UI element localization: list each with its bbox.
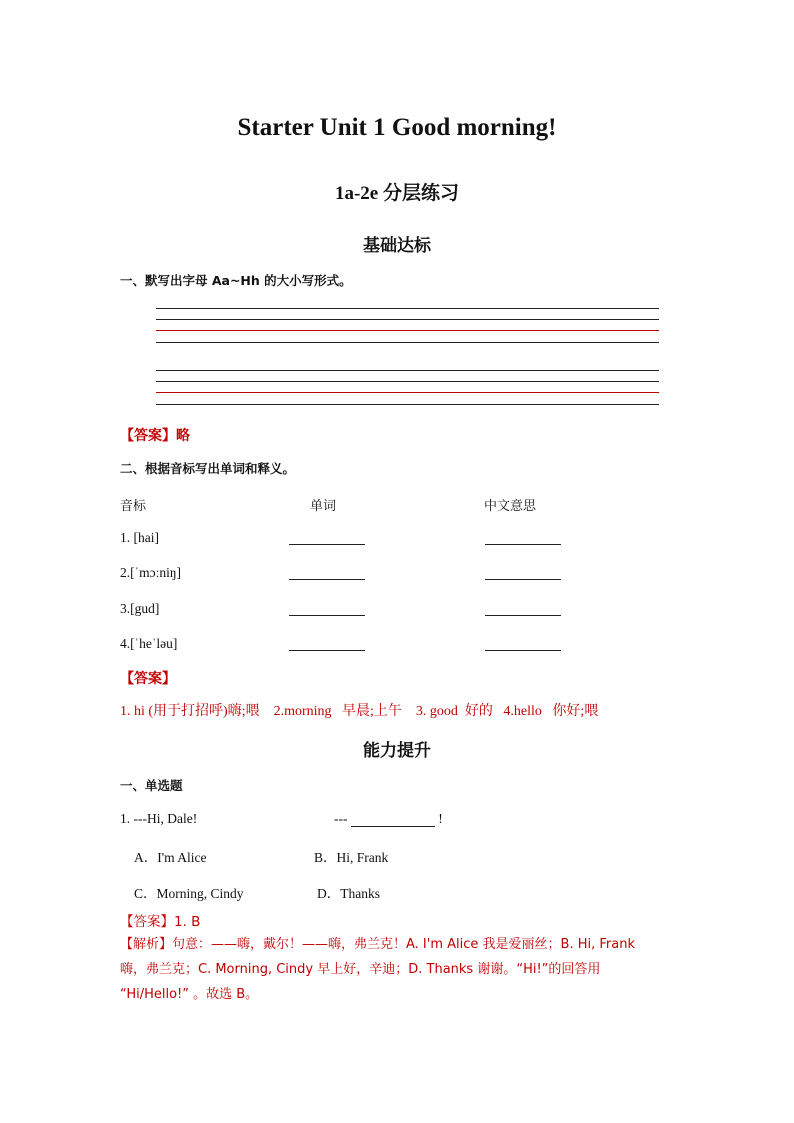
answer-2-label: 【答案】 — [120, 671, 176, 687]
option-b[interactable]: B．Hi, Frank — [314, 850, 389, 865]
document-title: Starter Unit 1 Good morning! — [237, 114, 557, 141]
mc-response-prefix: --- — [334, 811, 351, 826]
explanation-line-3: “Hi/Hello!” 。故选 B。 — [120, 987, 259, 1002]
option-c[interactable]: C．Morning, Cindy — [134, 886, 244, 901]
phonetic-row-4: 4.[ˈheˈləu] — [120, 636, 178, 651]
meaning-blank-4[interactable] — [485, 650, 561, 651]
word-blank-3[interactable] — [289, 615, 365, 616]
word-blank-4[interactable] — [289, 650, 365, 651]
mc-response-blank[interactable] — [351, 812, 435, 827]
section-basic-heading: 基础达标 — [363, 236, 431, 256]
option-d[interactable]: D．Thanks — [317, 886, 380, 901]
mc-question-response — [334, 811, 443, 827]
question-1-heading: 一、默写出字母 Aa~Hh 的大小写形式。 — [120, 273, 352, 288]
answer-2-text: 1. hi (用于打招呼)嗨;喂 2.morning 早晨;上午 3. good 好的 4.hello 你好;喂 — [120, 704, 599, 719]
mc-answer: 【答案】1. B — [120, 914, 201, 930]
document-subtitle: 1a-2e 分层练习 — [334, 183, 459, 204]
column-phonetic: 音标 — [120, 499, 147, 514]
mc-response-suffix: ! — [434, 811, 443, 826]
column-word: 单词 — [310, 499, 337, 514]
question-2-heading: 二、根据音标写出单词和释义。 — [120, 461, 296, 476]
meaning-blank-1[interactable] — [485, 544, 561, 545]
word-blank-2[interactable] — [289, 579, 365, 580]
option-a[interactable]: A．I'm Alice — [134, 850, 207, 865]
mc-heading: 一、单选题 — [120, 778, 183, 793]
answer-1: 【答案】略 — [120, 428, 190, 444]
word-blank-1[interactable] — [289, 544, 365, 545]
meaning-blank-3[interactable] — [485, 615, 561, 616]
phonetic-row-1: 1. [hai] — [120, 530, 159, 545]
column-meaning: 中文意思 — [484, 499, 537, 514]
explanation-line-2: 嗨，弗兰克；C. Morning, Cindy 早上好，辛迪；D. Thanks 谢谢。“Hi!”的回答用 — [120, 962, 601, 977]
mc-explanation — [120, 932, 635, 1007]
explanation-line-1: 【解析】句意：——嗨，戴尔！——嗨，弗兰克！A. I'm Alice 我是爱丽丝；B. Hi, Frank — [120, 937, 635, 952]
mc-question-prompt: 1. ---Hi, Dale! — [120, 811, 198, 826]
phonetic-row-2: 2.[ˈmɔːniŋ] — [120, 565, 182, 580]
meaning-blank-2[interactable] — [485, 579, 561, 580]
section-advanced-heading: 能力提升 — [363, 741, 431, 761]
phonetic-row-3: 3.[gud] — [120, 601, 160, 616]
